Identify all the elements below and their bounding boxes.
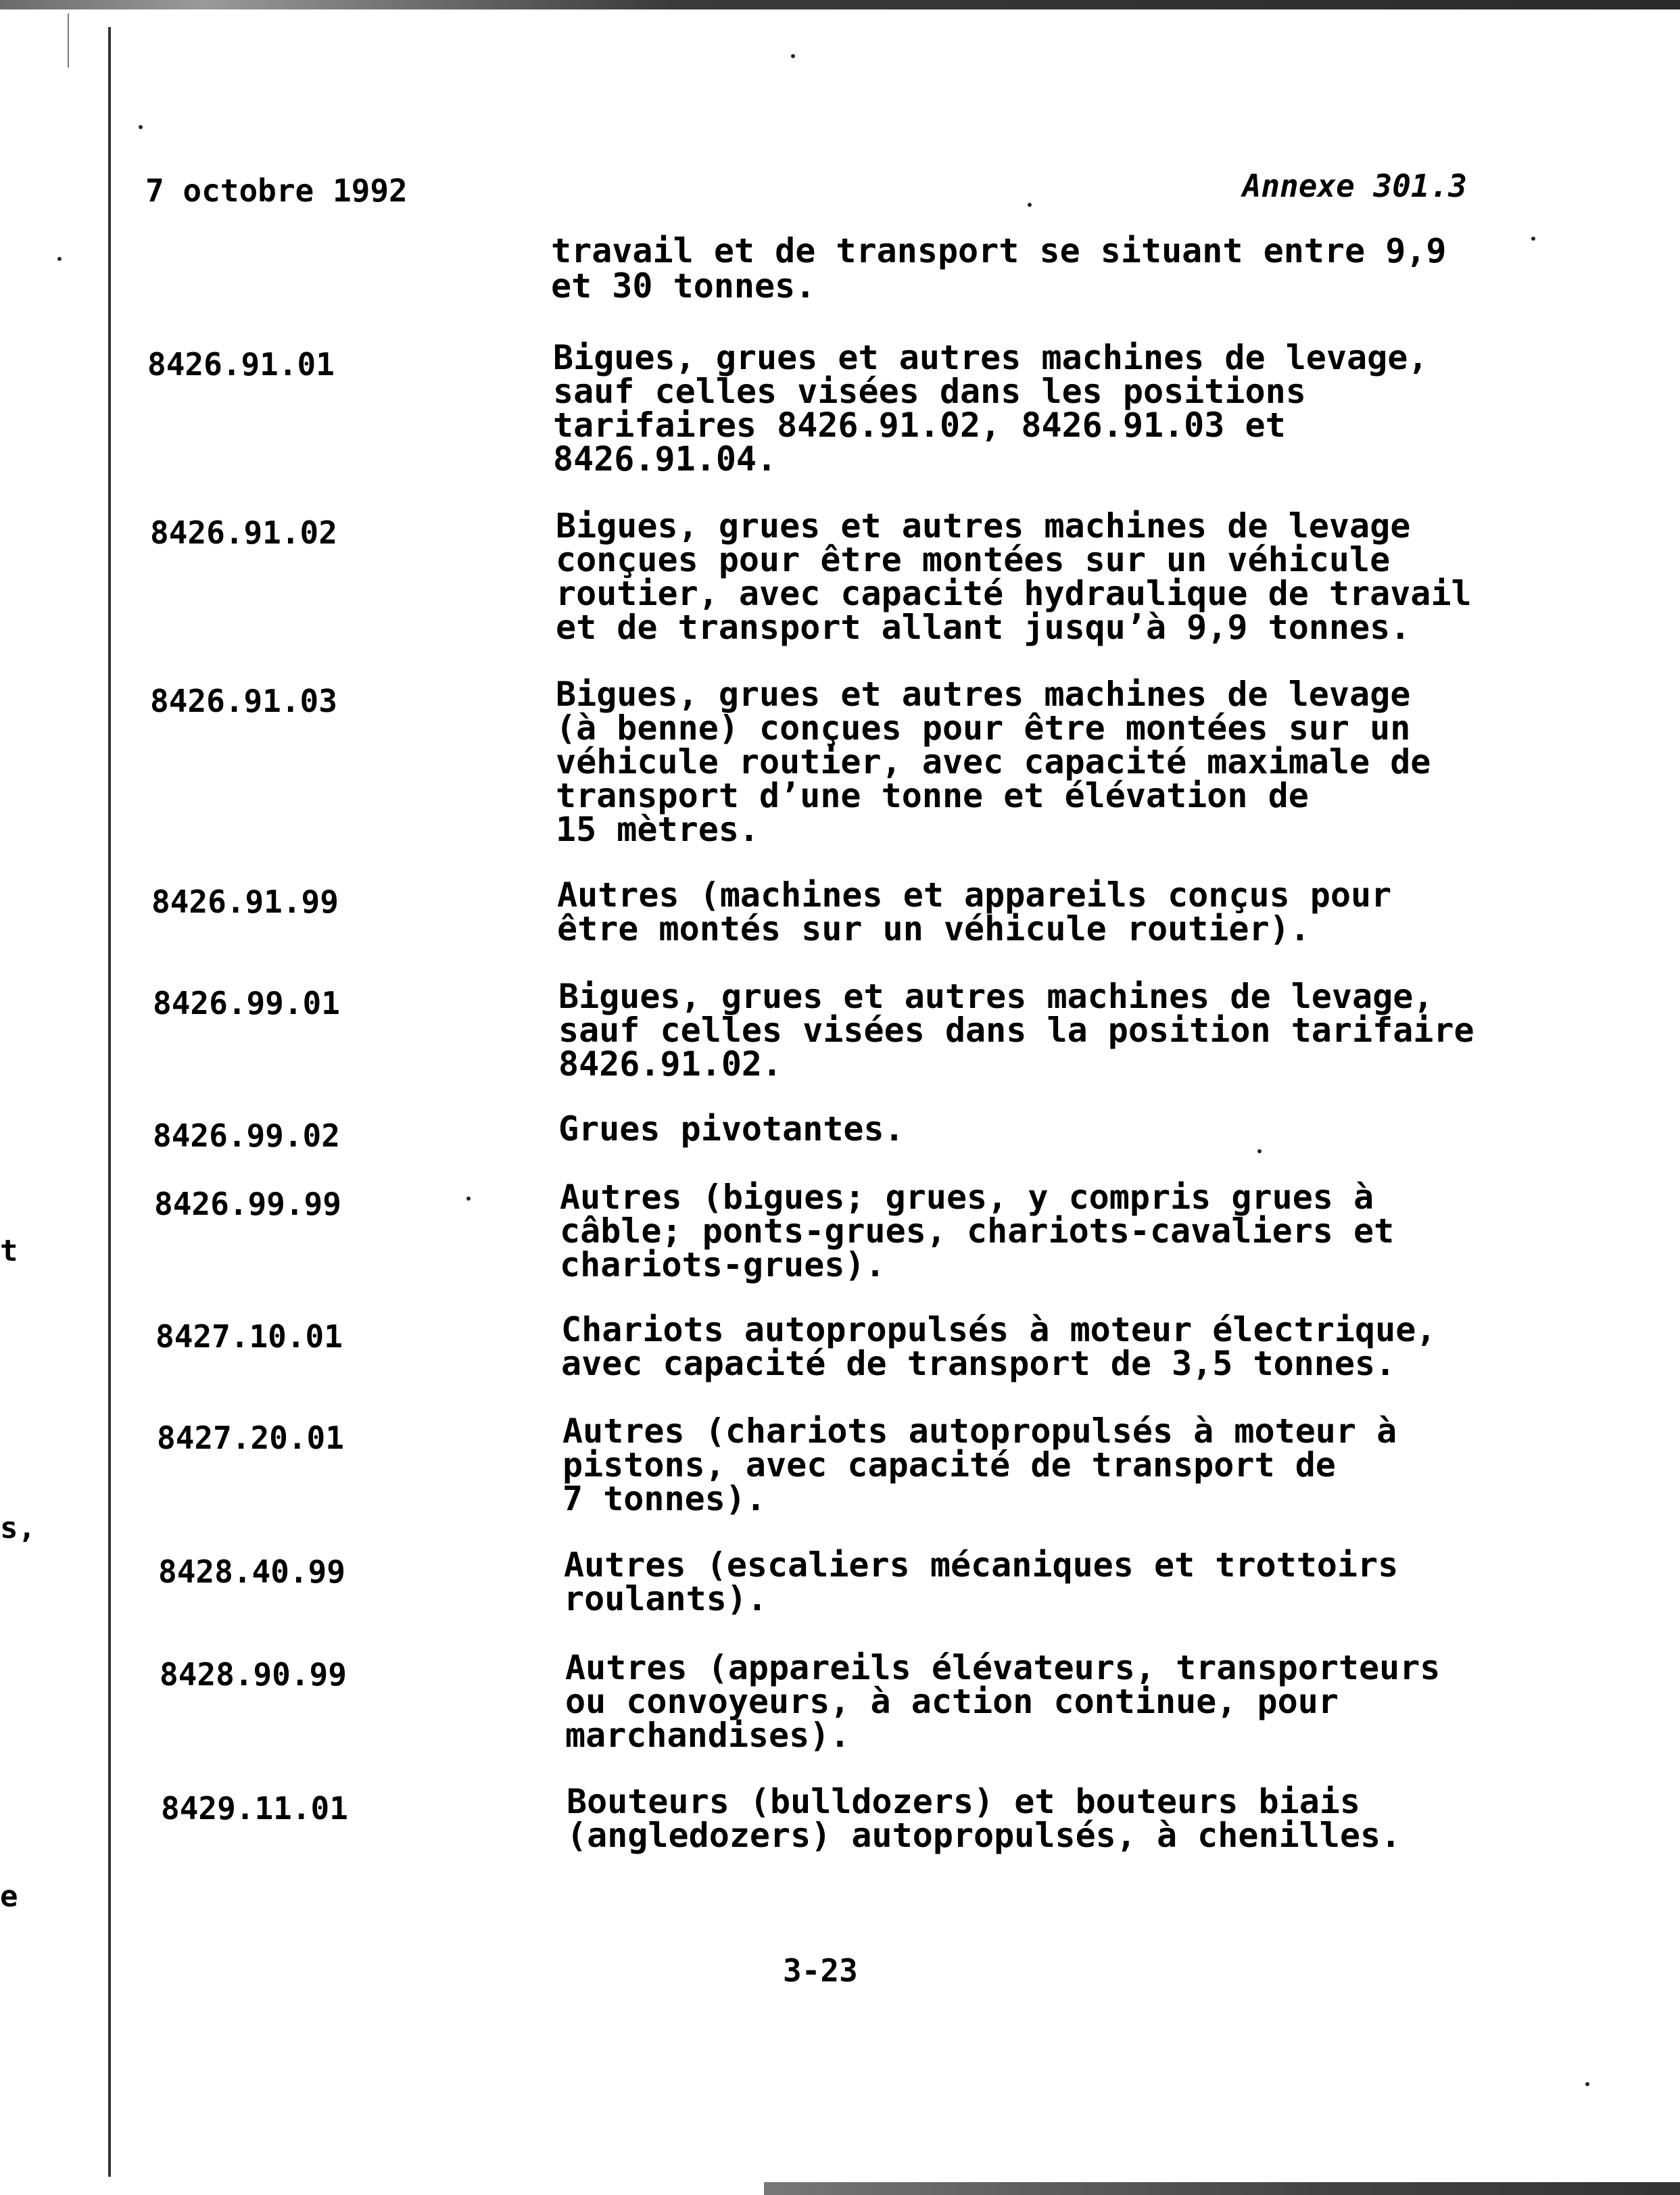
tariff-code: 8426.91.02 <box>150 514 337 551</box>
tariff-code: 8427.10.01 <box>155 1318 343 1355</box>
margin-fragment: e <box>0 1879 18 1914</box>
binding-margin-line <box>108 27 111 2177</box>
tariff-description: Bigues, grues et autres machines de levage, sauf celles visées dans les positions tarifaires 8426.91.02, 8426.91.03 et 8426.91.04. <box>553 338 1429 479</box>
scan-edge-bottom <box>764 2182 1680 2195</box>
continuation-text: travail et de transport se situant entre 9,9 et 30 tonnes. <box>551 231 1447 306</box>
binding-margin-mark <box>68 14 69 68</box>
tariff-code: 8427.20.01 <box>157 1420 344 1456</box>
scan-speck <box>466 1197 471 1201</box>
tariff-description: Bigues, grues et autres machines de levage (à benne) conçues pour être montées sur un véhicule routier, avec capacité maximale de transport d’une tonne et élévation de 15 mètres. <box>556 675 1431 849</box>
tariff-code: 8429.11.01 <box>161 1790 348 1827</box>
tariff-description: Grues pivotantes. <box>558 1109 905 1149</box>
tariff-code: 8426.99.01 <box>153 985 340 1021</box>
tariff-description: Autres (bigues; grues, y compris grues à câble; ponts-grues, chariots-cavaliers et chariots-grues). <box>560 1178 1395 1284</box>
tariff-description: Autres (escaliers mécaniques et trottoirs roulants). <box>564 1545 1399 1618</box>
tariff-description: Bigues, grues et autres machines de levage conçues pour être montées sur un véhicule routier, avec capacité hydraulique de travail et de transport allant jusqu’à 9,9 tonnes. <box>556 506 1472 647</box>
scan-edge-top <box>0 0 1680 9</box>
tariff-code: 8426.91.01 <box>147 346 335 383</box>
scan-speck <box>791 54 795 58</box>
header-annex: Annexe 301.3 <box>1242 168 1467 204</box>
margin-fragment: s, <box>0 1511 36 1545</box>
margin-fragment: t <box>0 1234 18 1268</box>
tariff-code: 8428.90.99 <box>160 1656 347 1693</box>
header-date: 7 octobre 1992 <box>145 172 408 209</box>
tariff-description: Autres (chariots autopropulsés à moteur à pistons, avec capacité de transport de 7 tonnes). <box>562 1412 1397 1518</box>
tariff-code: 8426.91.03 <box>150 683 337 719</box>
tariff-description: Bouteurs (bulldozers) et bouteurs biais (angledozers) autopropulsés, à chenilles. <box>567 1782 1401 1855</box>
tariff-code: 8426.99.99 <box>154 1186 341 1222</box>
tariff-description: Autres (appareils élévateurs, transporteurs ou convoyeurs, à action continue, pour marchandises). <box>565 1648 1441 1755</box>
scan-speck <box>1028 203 1032 207</box>
tariff-code: 8428.40.99 <box>158 1553 345 1590</box>
scan-speck <box>1585 2082 1589 2086</box>
tariff-description: Chariots autopropulsés à moteur électrique, avec capacité de transport de 3,5 tonnes. <box>561 1310 1437 1383</box>
tariff-code: 8426.99.02 <box>153 1117 340 1154</box>
scan-speck <box>57 257 62 261</box>
scan-speck <box>1257 1149 1262 1153</box>
tariff-code: 8426.91.99 <box>151 884 339 920</box>
tariff-description: Bigues, grues et autres machines de levage, sauf celles visées dans la position tarifaire 8426.91.02. <box>558 977 1474 1084</box>
page-number: 3-23 <box>783 1952 858 1989</box>
scan-speck <box>139 125 143 129</box>
tariff-description: Autres (machines et appareils conçus pour être montés sur un véhicule routier). <box>557 875 1392 948</box>
scan-speck <box>1531 237 1535 241</box>
